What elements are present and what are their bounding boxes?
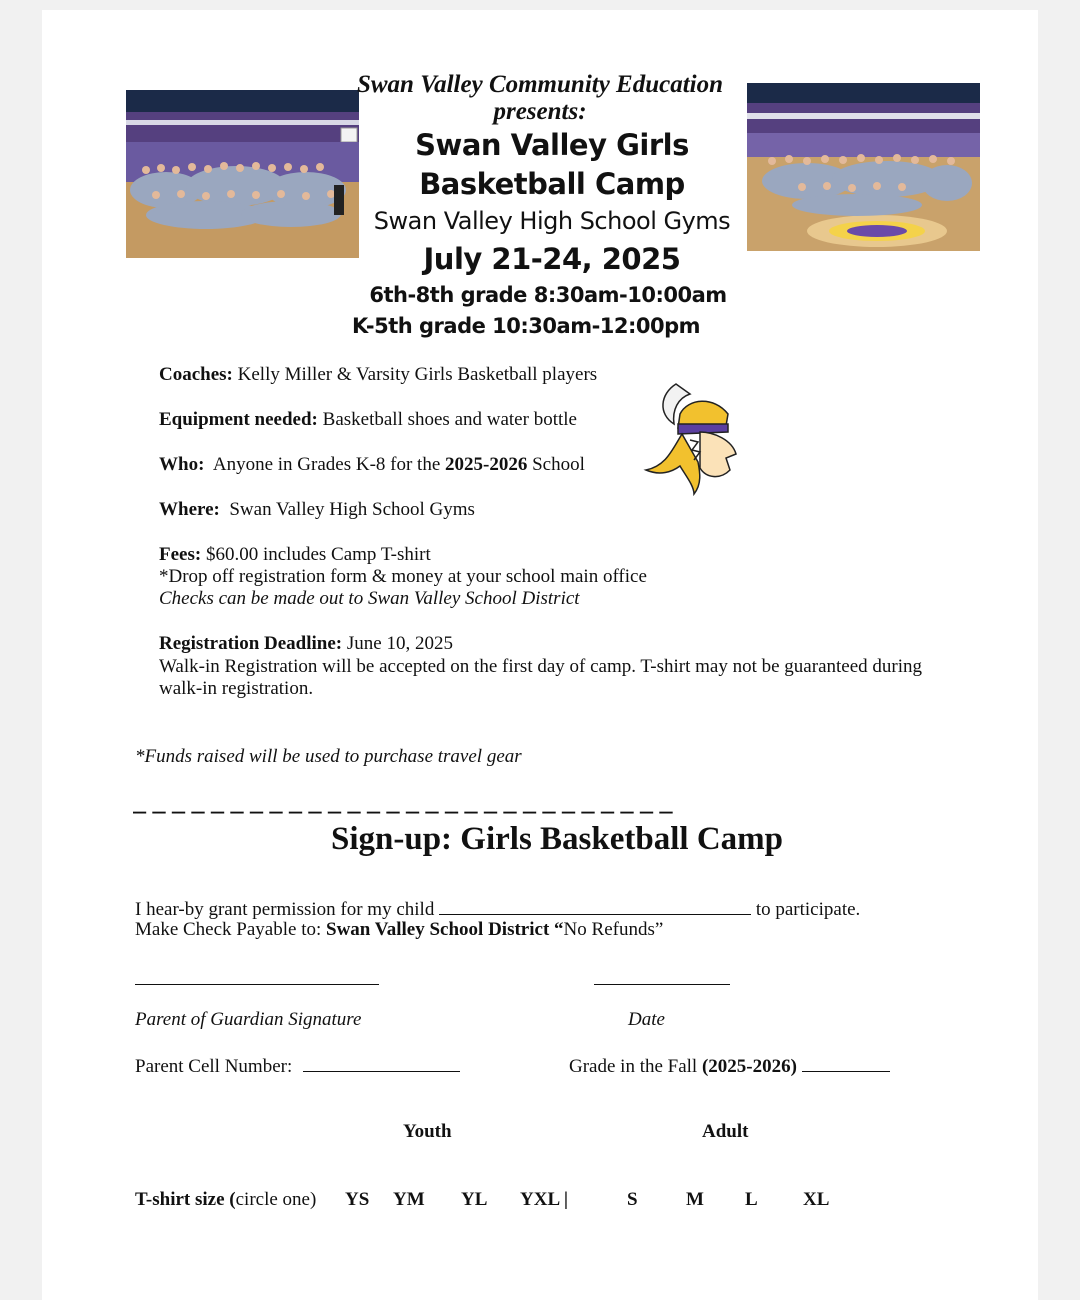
size-m[interactable]: M	[686, 1189, 704, 1210]
walkin-line2: walk-in registration.	[159, 678, 314, 699]
camp-title-line1: Swan Valley Girls	[415, 128, 689, 162]
funds-note: *Funds raised will be used to purchase travel gear	[135, 746, 522, 767]
fees-note-dropoff: *Drop off registration form & money at your school main office	[159, 566, 647, 587]
size-l[interactable]: L	[745, 1189, 758, 1210]
size-yl[interactable]: YL	[461, 1189, 488, 1210]
coaches-label: Coaches:	[159, 364, 233, 385]
walkin-line1: Walk-in Registration will be accepted on the first day of camp. T-shirt may not be guaranteed during	[159, 656, 923, 677]
fees-line	[159, 544, 431, 566]
permission-suffix: to participate.	[755, 899, 861, 920]
presents-text: presents:	[493, 98, 587, 125]
deadline-label: Registration Deadline:	[159, 633, 343, 654]
size-ym[interactable]: YM	[393, 1189, 425, 1210]
who-suffix: School	[532, 454, 585, 475]
tshirt-label-rest: circle one)	[235, 1189, 317, 1210]
where-line	[159, 499, 475, 521]
size-ys[interactable]: YS	[345, 1189, 370, 1210]
permission-line	[135, 897, 860, 921]
cell-number-field[interactable]	[303, 1054, 460, 1072]
viking-logo-icon	[642, 380, 742, 498]
camp-dates: July 21-24, 2025	[423, 242, 681, 276]
camp-title-line2: Basketball Camp	[419, 167, 685, 201]
cut-line-divider: _ _ _ _ _ _ _ _ _ _ _ _ _ _ _ _ _ _ _ _ _ _ _ _ _ _ _ _	[133, 787, 673, 816]
signup-title: Sign-up: Girls Basketball Camp	[330, 821, 783, 857]
signature-label: Parent of Guardian Signature	[135, 1009, 362, 1030]
equipment-line	[159, 409, 577, 431]
cell-label: Parent Cell Number:	[135, 1056, 293, 1077]
grade-label: Grade in the Fall	[569, 1056, 698, 1077]
fees-label: Fees:	[159, 544, 202, 565]
youth-heading: Youth	[403, 1121, 452, 1142]
grade-field[interactable]	[802, 1054, 890, 1072]
where-value: Swan Valley High School Gyms	[229, 499, 475, 520]
who-line	[159, 454, 585, 476]
date-label: Date	[628, 1009, 665, 1030]
permission-text: I hear-by grant permission for my child	[135, 899, 435, 920]
who-label: Who:	[159, 454, 205, 475]
child-name-field[interactable]	[439, 897, 751, 915]
camp-venue: Swan Valley High School Gyms	[373, 207, 731, 235]
adult-heading: Adult	[702, 1121, 749, 1142]
grade-line	[569, 1054, 890, 1078]
org-name: Swan Valley Community Education	[356, 71, 724, 98]
session-older: 6th-8th grade 8:30am-10:00am	[369, 283, 727, 307]
equipment-value: Basketball shoes and water bottle	[322, 409, 577, 430]
date-field[interactable]	[594, 984, 730, 985]
payable-label: Make Check Payable to:	[135, 919, 322, 940]
fees-value: $60.00 includes Camp T-shirt	[205, 544, 431, 565]
fees-note-checks: Checks can be made out to Swan Valley School District	[159, 588, 580, 609]
coaches-line	[159, 364, 597, 386]
coaches-value: Kelly Miller & Varsity Girls Basketball players	[237, 364, 598, 385]
session-younger: K-5th grade 10:30am-12:00pm	[351, 314, 701, 338]
size-s[interactable]: S	[627, 1189, 638, 1210]
deadline-line	[159, 633, 453, 655]
no-refunds-text: No Refunds”	[563, 919, 664, 940]
tshirt-label-bold: T-shirt size (	[135, 1189, 236, 1210]
cell-line	[135, 1054, 460, 1078]
who-year: 2025-2026	[445, 454, 528, 475]
who-value: Anyone in Grades K-8 for the	[212, 454, 441, 475]
payable-line	[135, 919, 663, 941]
signature-field[interactable]	[135, 984, 379, 985]
grade-year: (2025-2026)	[701, 1056, 797, 1077]
tshirt-label	[135, 1189, 316, 1211]
equipment-label: Equipment needed:	[159, 409, 318, 430]
size-yxl[interactable]: YXL |	[520, 1189, 569, 1210]
size-xl[interactable]: XL	[803, 1189, 830, 1210]
where-label: Where:	[159, 499, 220, 520]
deadline-value: June 10, 2025	[346, 633, 453, 654]
payable-district: Swan Valley School District “	[326, 919, 564, 940]
